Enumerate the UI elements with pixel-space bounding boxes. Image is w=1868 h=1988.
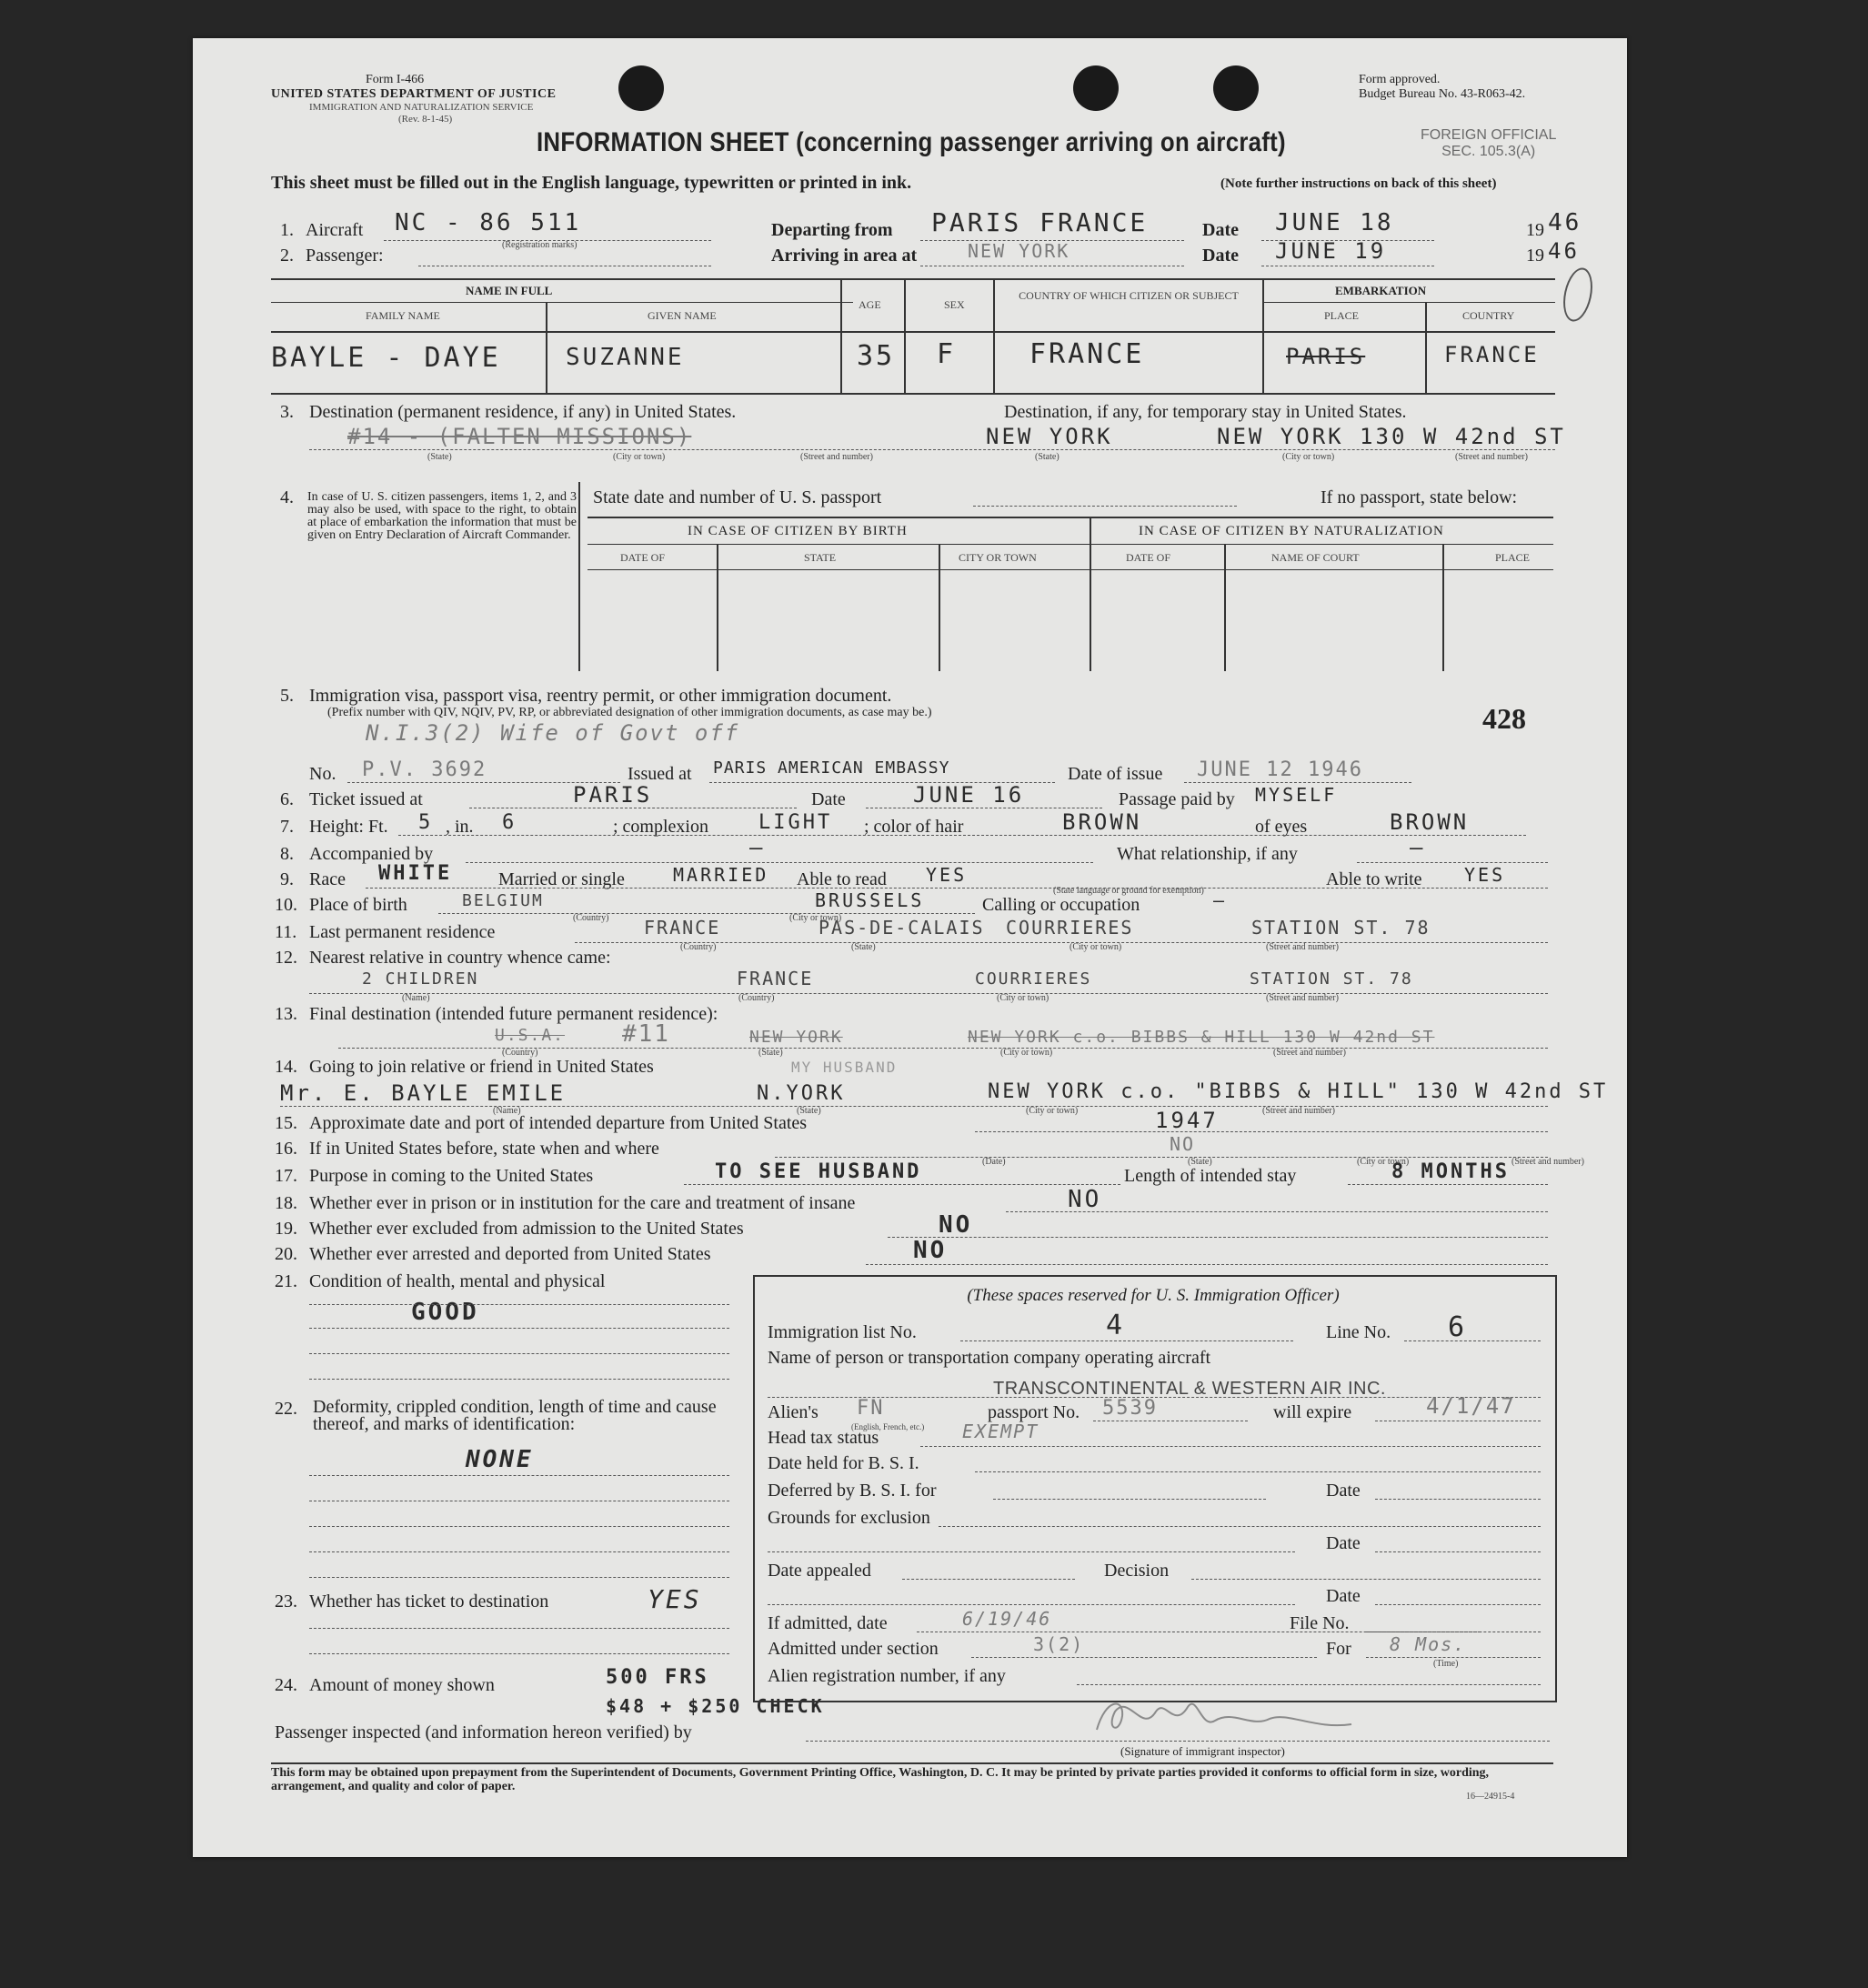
relative-country-caption: (Country): [738, 993, 775, 1003]
eyes-label: of eyes: [1255, 817, 1308, 837]
item-12-number: 12.: [275, 948, 297, 968]
foreign-official-stamp: [1421, 127, 1556, 160]
ticket-date-value: JUNE 16: [913, 782, 1025, 808]
citizen-country-value: FRANCE: [1029, 338, 1145, 370]
excluded-value: NO: [939, 1211, 973, 1239]
stamp-line-1: FOREIGN OFFICIAL: [1421, 127, 1557, 143]
alien-label: Alien's: [768, 1402, 819, 1422]
join-city-caption: (City or town): [1026, 1106, 1079, 1116]
head-tax-value: EXEMPT: [962, 1421, 1039, 1442]
excluded-label: Whether ever excluded from admission to the United States: [309, 1219, 744, 1239]
last-res-street-value: STATION ST. 78: [1251, 917, 1431, 939]
company-value: TRANSCONTINENTAL & WESTERN AIR INC.: [993, 1379, 1386, 1399]
previous-city-caption: (City or town): [1357, 1157, 1410, 1167]
decision-date-label: Date: [1326, 1586, 1361, 1606]
height-ft-value: 5: [418, 811, 434, 834]
stay-length-value: 8 MONTHS: [1391, 1160, 1510, 1183]
caption-state-2: (State): [1035, 452, 1060, 462]
date-held-label: Date held for B. S. I.: [768, 1453, 919, 1473]
company-label: Name of person or transportation company operating aircraft: [768, 1348, 1211, 1368]
punch-hole: [1213, 65, 1259, 111]
money-value-2: $48 + $250 CHECK: [606, 1695, 825, 1717]
pencil-mark: [1559, 266, 1597, 325]
passport-no-value: 5539: [1102, 1397, 1158, 1420]
write-value: YES: [1464, 864, 1506, 886]
temp-destination-label: Destination, if any, for temporary stay in United States.: [1004, 402, 1407, 422]
relative-name-caption: (Name): [402, 993, 430, 1003]
citizen-by-naturalization-header: IN CASE OF CITIZEN BY NATURALIZATION: [1139, 524, 1444, 538]
arrival-date-label: Date: [1202, 246, 1239, 266]
note-line: (Note further instructions on back of this sheet): [1220, 176, 1497, 191]
eyes-value: BROWN: [1390, 809, 1470, 835]
print-code: 16—24915-4: [1466, 1792, 1515, 1802]
inspected-label: Passenger inspected (and information hereon verified) by: [275, 1722, 692, 1742]
departure-date-label: Date: [1202, 220, 1239, 240]
time-caption: (Time): [1433, 1659, 1459, 1669]
doc-number-label: No.: [309, 764, 336, 784]
grounds-label: Grounds for exclusion: [768, 1508, 930, 1528]
relative-country-value: FRANCE: [737, 968, 814, 989]
item-6-number: 6.: [280, 789, 294, 809]
no-passport-label: If no passport, state below:: [1321, 487, 1518, 507]
form-number: Form I-466: [366, 73, 425, 86]
date-of-issue-label: Date of issue: [1068, 764, 1163, 784]
last-res-country-value: FRANCE: [644, 917, 721, 939]
relationship-label: What relationship, if any: [1117, 844, 1298, 864]
occupation-label: Calling or occupation: [982, 895, 1140, 915]
final-destination-label: Final destination (intended future permanent residence):: [309, 1004, 718, 1024]
destination-label: Destination (permanent residence, if any) in United States.: [309, 402, 737, 422]
departing-label: Departing from: [771, 220, 893, 240]
last-res-state-value: PAS-DE-CALAIS: [819, 917, 985, 939]
embarkation-country-value: FRANCE: [1444, 342, 1540, 367]
final-state-value: NEW YORK: [749, 1028, 843, 1047]
expire-value: 4/1/47: [1426, 1393, 1516, 1419]
date-appealed-label: Date appealed: [768, 1561, 871, 1581]
item-16-number: 16.: [275, 1139, 297, 1159]
doc-annotation: N.I.3(2) Wife of Govt off: [366, 720, 740, 746]
item-8-number: 8.: [280, 844, 294, 864]
passenger-label: Passenger:: [306, 246, 384, 266]
embarkation-place-header: PLACE: [1324, 309, 1360, 322]
accompanied-value: —: [749, 835, 766, 860]
caption-state: (State): [427, 452, 452, 462]
nearest-relative-label: Nearest relative in country whence came:: [309, 948, 611, 968]
us-passport-label: State date and number of U. S. passport: [593, 487, 882, 507]
departing-value: PARIS FRANCE: [931, 207, 1149, 237]
birth-country-value: BELGIUM: [462, 891, 544, 910]
hair-value: BROWN: [1062, 809, 1142, 835]
ticket-date-label: Date: [811, 789, 846, 809]
item-1-number: 1.: [280, 220, 294, 240]
previous-street-caption: (Street and number): [1511, 1157, 1584, 1167]
aircraft-label: Aircraft: [306, 220, 364, 240]
complexion-value: LIGHT: [758, 811, 833, 834]
admitted-date-label: If admitted, date: [768, 1613, 888, 1633]
item-23-number: 23.: [275, 1591, 297, 1611]
issued-at-value: PARIS AMERICAN EMBASSY: [713, 758, 950, 778]
embarkation-place-value: PARIS: [1286, 344, 1366, 369]
family-name-value: BAYLE - DAYE: [271, 342, 501, 374]
revision: (Rev. 8-1-45): [398, 114, 453, 125]
instruction-line: This sheet must be filled out in the English language, typewritten or printed in ink.: [271, 173, 912, 193]
prison-value: NO: [1068, 1186, 1102, 1213]
department: UNITED STATES DEPARTMENT OF JUSTICE: [271, 87, 557, 101]
ticket-issued-value: PARIS: [573, 782, 653, 808]
registration-caption: (Registration marks): [502, 240, 577, 250]
decision-label: Decision: [1104, 1561, 1170, 1581]
age-header: AGE: [859, 298, 881, 311]
birth-city-caption: (City or town): [789, 913, 842, 923]
embarkation-country-header: COUNTRY: [1462, 309, 1515, 322]
punch-hole: [618, 65, 664, 111]
form-notice: This form may be obtained upon prepayment from the Superintendent of Documents, Government Printing Office, Washington, D. C. It may be printed by private parties provided it conforms to official form in size, wording, arrangement, and quality and color of paper.: [271, 1766, 1490, 1793]
item-7-number: 7.: [280, 817, 294, 837]
birth-city-header: CITY OR TOWN: [959, 551, 1037, 564]
final-country-caption: (Country): [502, 1048, 538, 1058]
relative-street-caption: (Street and number): [1266, 993, 1339, 1003]
intended-departure-label: Approximate date and port of intended departure from United States: [309, 1113, 808, 1133]
arriving-label: Arriving in area at: [771, 246, 918, 266]
item-22-number: 22.: [275, 1399, 297, 1419]
item-20-number: 20.: [275, 1244, 297, 1264]
item-15-number: 15.: [275, 1113, 297, 1133]
item-18-number: 18.: [275, 1193, 297, 1213]
deferred-date-label: Date: [1326, 1481, 1361, 1501]
grounds-date-label: Date: [1326, 1533, 1361, 1553]
money-value: 500 FRS: [606, 1666, 709, 1689]
country-header: COUNTRY OF WHICH CITIZEN OR SUBJECT: [1019, 289, 1239, 302]
item-10-number: 10.: [275, 895, 297, 915]
birthplace-label: Place of birth: [309, 895, 407, 915]
read-caption: (State language or ground for exemption): [1053, 886, 1204, 896]
item-9-number: 9.: [280, 869, 294, 889]
expire-label: will expire: [1273, 1402, 1352, 1422]
nat-date-header: DATE OF: [1126, 551, 1171, 564]
aircraft-value: NC - 86 511: [395, 209, 582, 236]
form-approved: Form approved.: [1359, 73, 1441, 86]
final-state-caption: (State): [758, 1048, 783, 1058]
accompanied-label: Accompanied by: [309, 844, 434, 864]
occupation-value: —: [1213, 889, 1228, 911]
complexion-label: ; complexion: [613, 817, 708, 837]
us-citizen-note: In case of U. S. citizen passengers, items 1, 2, and 3 may also be used, with space to the right, to obtain at place of embarkation the information that must be given on Entry Declaration of Aircraft Commander.: [307, 490, 577, 542]
birth-city-value: BRUSSELS: [815, 889, 925, 911]
join-name-value: Mr. E. BAYLE EMILE: [280, 1080, 567, 1106]
last-res-country-caption: (Country): [680, 942, 717, 952]
race-label: Race: [309, 869, 346, 889]
date-of-issue-value: JUNE 12 1946: [1197, 758, 1363, 781]
family-name-header: FAMILY NAME: [366, 309, 440, 322]
going-to-join-label: Going to join relative or friend in United States: [309, 1057, 654, 1077]
final-street-caption: (Street and number): [1273, 1048, 1346, 1058]
item-2-number: 2.: [280, 246, 294, 266]
birth-state-header: STATE: [804, 551, 837, 564]
admitted-for-value: 8 Mos.: [1390, 1633, 1467, 1655]
going-to-join-note: MY HUSBAND: [791, 1059, 898, 1076]
stay-length-label: Length of intended stay: [1124, 1166, 1297, 1186]
ticket-issued-label: Ticket issued at: [309, 789, 423, 809]
join-state-caption: (State): [797, 1106, 821, 1116]
admitted-for-label: For: [1326, 1639, 1351, 1659]
health-value: GOOD: [411, 1299, 479, 1326]
passage-paid-value: MYSELF: [1255, 784, 1338, 806]
item-17-number: 17.: [275, 1166, 297, 1186]
name-in-full-header: NAME IN FULL: [466, 284, 553, 297]
previous-visit-label: If in United States before, state when and where: [309, 1139, 659, 1159]
final-country-note: #11: [622, 1020, 670, 1048]
item-21-number: 21.: [275, 1271, 297, 1291]
item-14-number: 14.: [275, 1057, 297, 1077]
doc-stamp-number: 428: [1482, 702, 1526, 735]
height-ft-label: Height: Ft.: [309, 817, 388, 837]
final-country-value: U.S.A.: [495, 1026, 566, 1045]
immigration-doc-sub: (Prefix number with QIV, NQIV, PV, RP, or abbreviated designation of other immigration documents, as case may be.): [327, 706, 932, 719]
deformity-label: Deformity, crippled condition, length of time and cause thereof, and marks of identification:: [313, 1397, 717, 1434]
line-no-value: 6: [1448, 1311, 1468, 1343]
final-city-value: NEW YORK c.o. BIBBS & HILL 130 W 42nd ST: [968, 1028, 1435, 1047]
citizen-by-birth-header: IN CASE OF CITIZEN BY BIRTH: [688, 524, 908, 538]
admitted-section-label: Admitted under section: [768, 1639, 939, 1659]
birth-country-caption: (Country): [573, 913, 609, 923]
purpose-label: Purpose in coming to the United States: [309, 1166, 594, 1186]
previous-date-caption: (Date): [982, 1157, 1006, 1167]
last-res-state-caption: (State): [851, 942, 876, 952]
given-name-value: SUZANNE: [566, 344, 685, 371]
last-residence-label: Last permanent residence: [309, 922, 496, 942]
relative-city-caption: (City or town): [997, 993, 1049, 1003]
height-in-label: , in.: [446, 817, 474, 837]
given-name-header: GIVEN NAME: [648, 309, 717, 322]
service: IMMIGRATION AND NATURALIZATION SERVICE: [309, 102, 534, 113]
arrival-year-prefix: 19: [1526, 246, 1544, 266]
deported-label: Whether ever arrested and deported from United States: [309, 1244, 711, 1264]
last-res-street-caption: (Street and number): [1266, 942, 1339, 952]
last-res-city-caption: (City or town): [1070, 942, 1122, 952]
hair-label: ; color of hair: [864, 817, 964, 837]
caption-street-2: (Street and number): [1455, 452, 1528, 462]
age-value: 35: [857, 340, 896, 372]
read-value: YES: [926, 864, 968, 886]
deformity-value: NONE: [466, 1446, 534, 1473]
last-res-city-value: COURRIERES: [1006, 917, 1134, 939]
race-value: WHITE: [378, 862, 453, 885]
read-label: Able to read: [797, 869, 887, 889]
alien-value: FN: [857, 1397, 885, 1420]
inspector-signature: [1088, 1693, 1415, 1748]
immigration-doc-label: Immigration visa, passport visa, reentry permit, or other immigration document.: [309, 686, 892, 706]
temp-state-value: NEW YORK: [986, 424, 1113, 449]
item-13-number: 13.: [275, 1004, 297, 1024]
ticket-destination-value: YES: [648, 1584, 702, 1614]
item-3-number: 3.: [280, 402, 294, 422]
birth-date-header: DATE OF: [620, 551, 666, 564]
health-label: Condition of health, mental and physical: [309, 1271, 606, 1291]
stamp-line-2: SEC. 105.3(A): [1441, 144, 1536, 159]
temp-city-value: NEW YORK 130 W 42nd ST: [1217, 424, 1566, 449]
passage-paid-label: Passage paid by: [1119, 789, 1235, 809]
join-state-value: N.YORK: [757, 1082, 846, 1105]
punch-hole: [1073, 65, 1119, 111]
item-11-number: 11.: [275, 922, 297, 942]
relative-street-value: STATION ST. 78: [1250, 969, 1413, 989]
write-label: Able to write: [1326, 869, 1422, 889]
doc-number-value: P.V. 3692: [362, 758, 487, 781]
nat-court-header: NAME OF COURT: [1271, 551, 1360, 564]
alien-registration-label: Alien registration number, if any: [768, 1666, 1006, 1686]
signature-caption: (Signature of immigrant inspector): [1120, 1744, 1285, 1758]
caption-street: (Street and number): [800, 452, 873, 462]
issued-at-label: Issued at: [628, 764, 692, 784]
immigration-list-label: Immigration list No.: [768, 1322, 917, 1342]
file-no-label: File No.: [1290, 1613, 1350, 1633]
deferred-label: Deferred by B. S. I. for: [768, 1481, 937, 1501]
embarkation-header: EMBARKATION: [1335, 284, 1427, 297]
money-label: Amount of money shown: [309, 1675, 495, 1695]
departure-date: JUNE 18: [1275, 209, 1394, 236]
form-title: INFORMATION SHEET (concerning passenger arriving on aircraft): [537, 127, 1286, 157]
final-city-caption: (City or town): [1000, 1048, 1053, 1058]
nat-place-header: PLACE: [1495, 551, 1531, 564]
head-tax-label: Head tax status: [768, 1428, 879, 1448]
us-passport-box: [578, 482, 1555, 671]
arrival-year: 46: [1548, 238, 1580, 264]
item-5-number: 5.: [280, 686, 294, 706]
item-4-number: 4.: [280, 487, 294, 507]
join-name-caption: (Name): [493, 1106, 521, 1116]
budget-bureau: Budget Bureau No. 43-R063-42.: [1359, 87, 1526, 101]
line-no-label: Line No.: [1326, 1322, 1391, 1342]
relationship-value: —: [1410, 835, 1426, 860]
intended-departure-value: 1947: [1155, 1108, 1219, 1133]
item-24-number: 24.: [275, 1675, 297, 1695]
arrival-date: JUNE 19: [1275, 238, 1387, 264]
caption-city: (City or town): [613, 452, 666, 462]
join-city-value: NEW YORK c.o. "BIBBS & HILL" 130 W 42nd ST: [988, 1080, 1609, 1103]
item-19-number: 19.: [275, 1219, 297, 1239]
arriving-value: NEW YORK: [968, 240, 1070, 262]
sex-value: F: [937, 338, 957, 370]
departure-year-prefix: 19: [1526, 220, 1544, 240]
relative-name-value: 2 CHILDREN: [362, 969, 479, 989]
form-sheet: [193, 38, 1627, 1857]
admitted-section-value: 3(2): [1033, 1633, 1085, 1655]
join-street-caption: (Street and number): [1262, 1106, 1335, 1116]
departure-year: 46: [1548, 209, 1582, 236]
passport-no-label: passport No.: [988, 1402, 1080, 1422]
perm-destination-value: #14 - (FALTEN MISSIONS): [347, 424, 692, 449]
alien-caption: (English, French, etc.): [851, 1422, 925, 1431]
purpose-value: TO SEE HUSBAND: [715, 1160, 922, 1183]
caption-city-2: (City or town): [1282, 452, 1335, 462]
marital-label: Married or single: [498, 869, 625, 889]
admitted-date-value: 6/19/46: [962, 1608, 1052, 1630]
previous-state-caption: (State): [1188, 1157, 1212, 1167]
relative-city-value: COURRIERES: [975, 969, 1092, 989]
marital-value: MARRIED: [673, 864, 769, 886]
immigration-list-value: 4: [1106, 1310, 1126, 1341]
previous-visit-value: NO: [1170, 1133, 1196, 1155]
ticket-destination-label: Whether has ticket to destination: [309, 1591, 549, 1611]
deported-value: NO: [913, 1237, 948, 1264]
sex-header: SEX: [944, 298, 965, 311]
officer-box-title: (These spaces reserved for U. S. Immigration Officer): [967, 1286, 1340, 1305]
height-in-value: 6: [502, 811, 517, 834]
prison-label: Whether ever in prison or in institution for the care and treatment of insane: [309, 1193, 856, 1213]
